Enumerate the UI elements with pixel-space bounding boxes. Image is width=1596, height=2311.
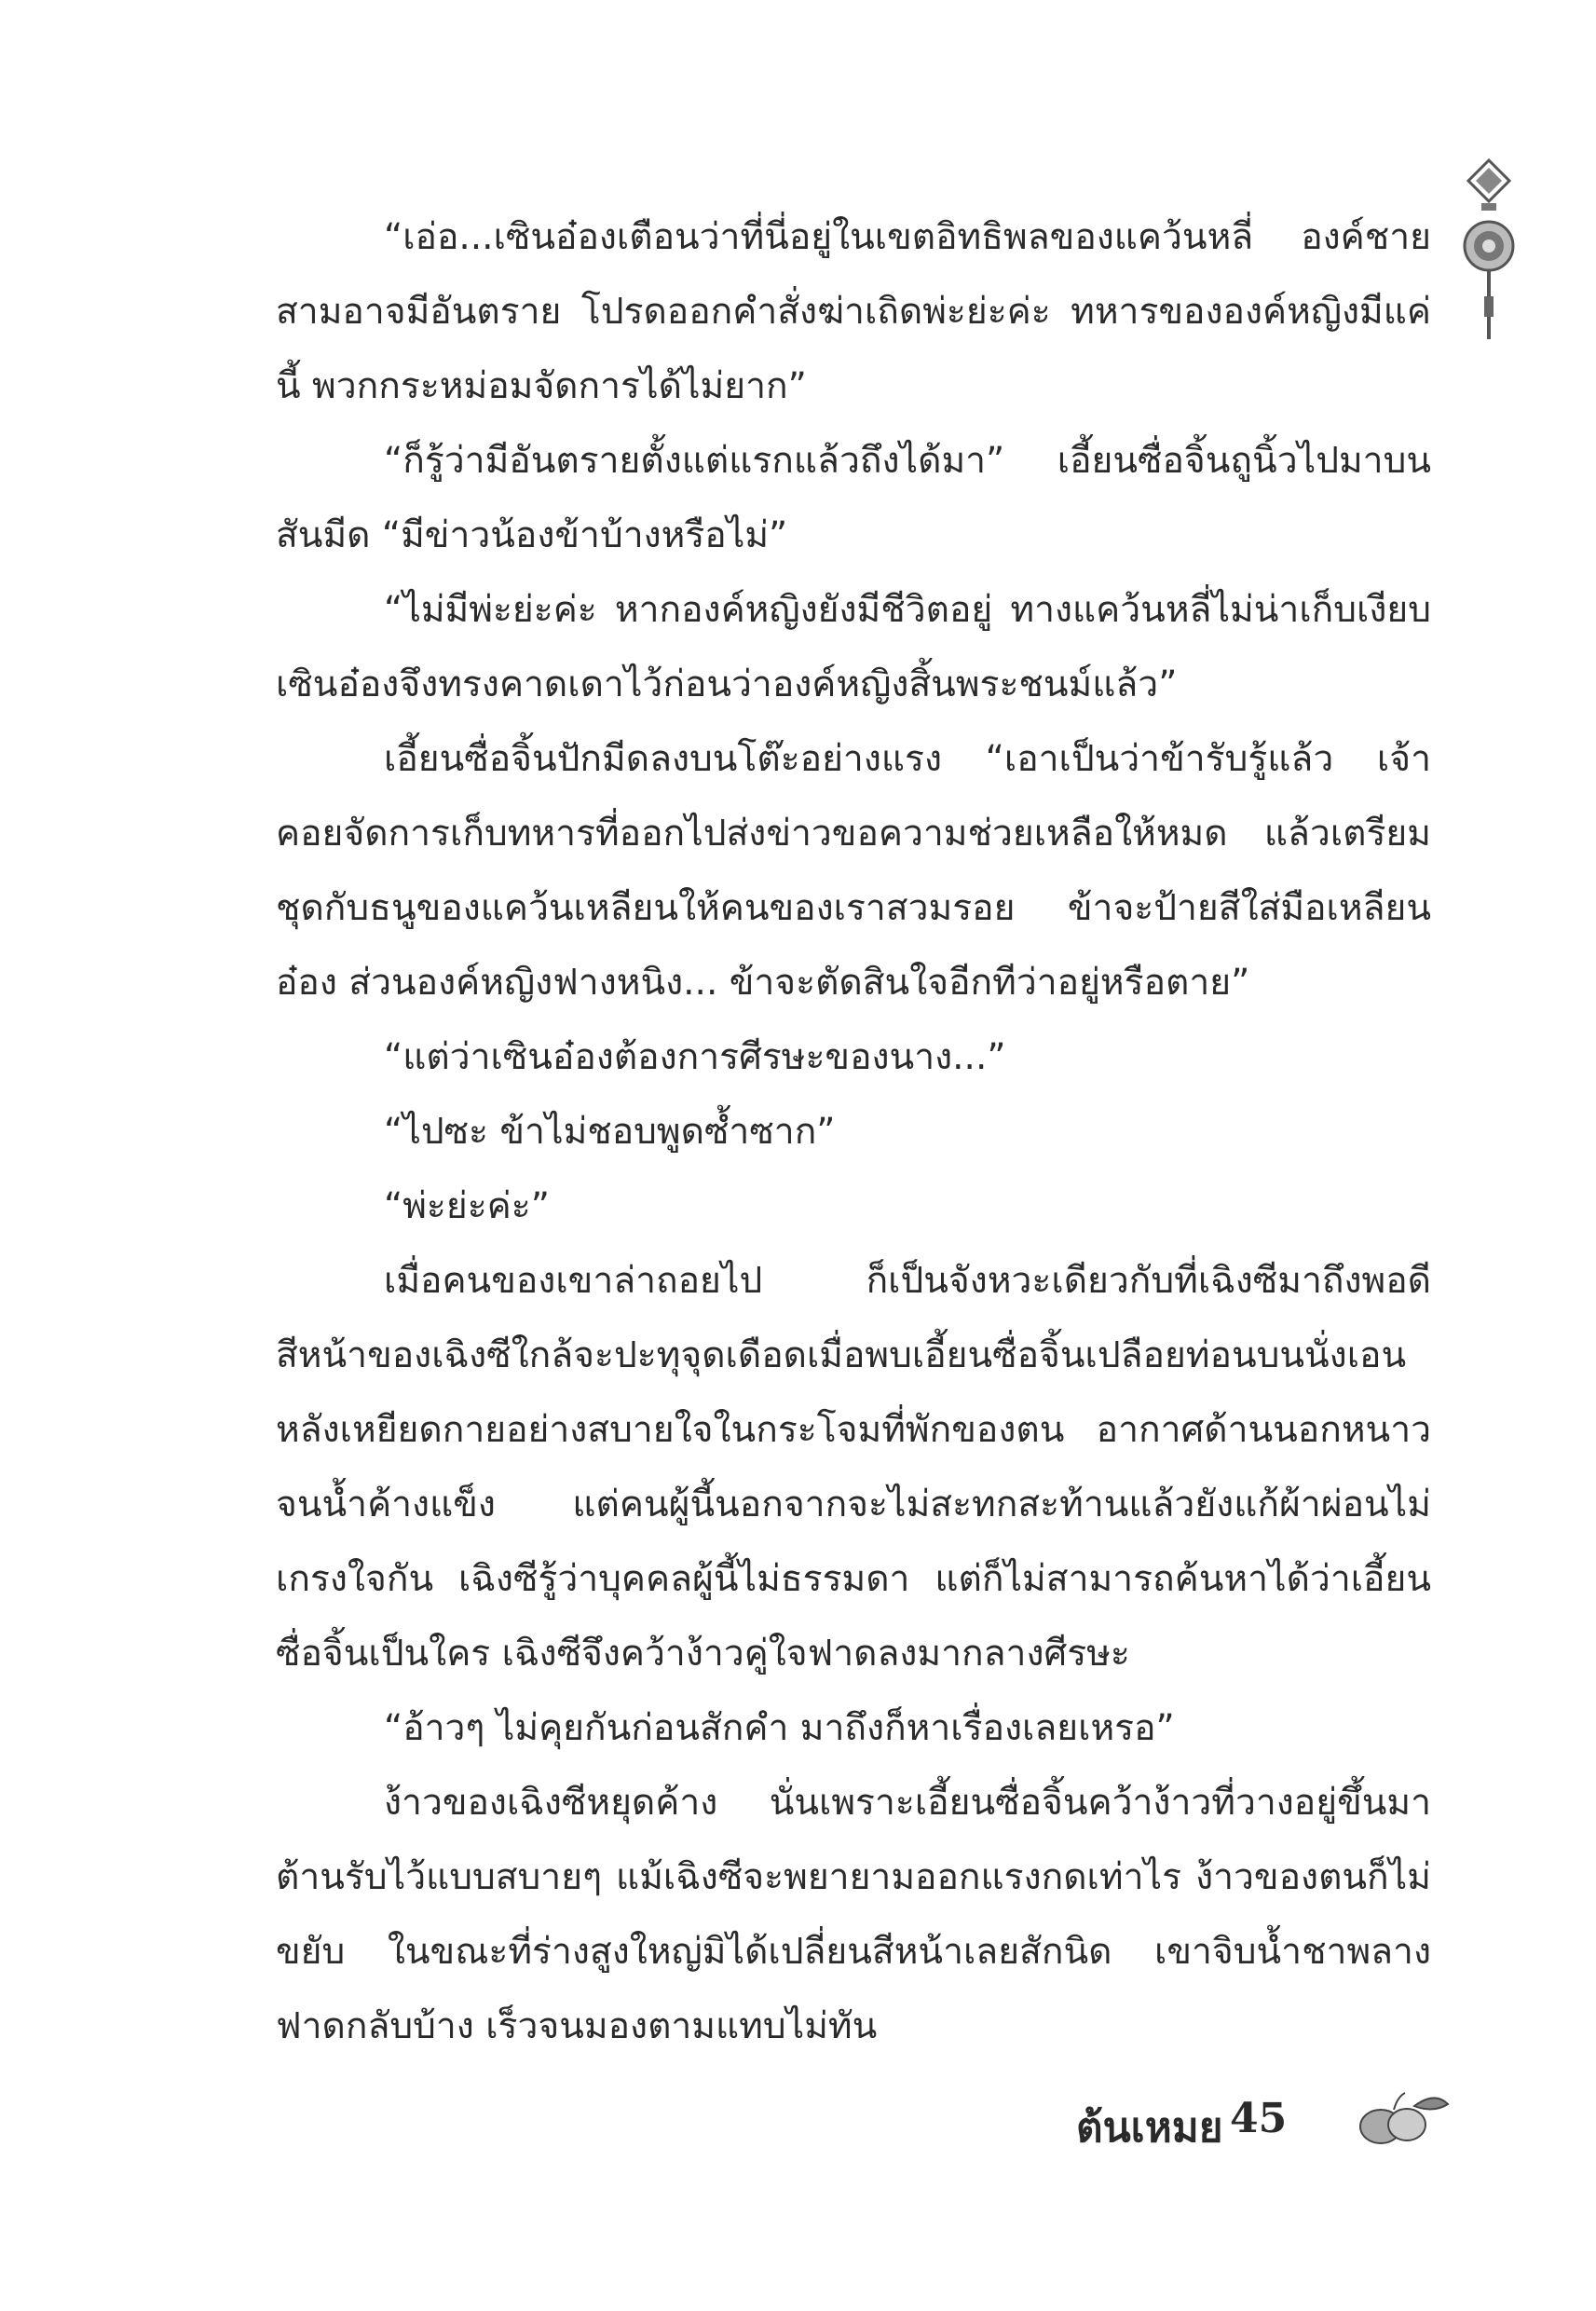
paragraph: “ไปซะ ข้าไม่ชอบพูดซ้ำซาก” [384,1111,836,1153]
paragraph: ง้าวของเฉิงซีหยุดค้าง นั่นเพราะเอี้ยนซื่อจิ้นคว้าง้าวที่วางอยู่ขึ้นมาต้านรับไว้แบบสบายๆ แม้เฉิงซีจะพยายามออกแรงกดเท่าไร ง้าวของตนก็ไม่ขยับ ในขณะที่ร่างสูงใหญ่มิได้เปลี่ยนสีหน้าเลยสักนิด เขาจิบน้ำชาพลางฟาดกลับบ้าง เร็วจนมองตามแทบไม่ทัน [276,1782,1431,2047]
body-text [276,200,1431,2064]
plum-fruit-icon [1349,2085,1452,2151]
running-footer-title: ต้นเหมย [1076,2104,1223,2152]
paragraph: “เอ่อ...เซินอ๋องเตือนว่าที่นี่อยู่ในเขตอิทธิพลของแคว้นหลี่ องค์ชายสามอาจมีอันตราย โปรดออกคำสั่งฆ่าเถิดพ่ะย่ะค่ะ ทหารขององค์หญิงมีแค่นี้ พวกกระหม่อมจัดการได้ไม่ยาก” [276,216,1431,407]
paragraph: “แต่ว่าเซินอ๋องต้องการศีรษะของนาง...” [384,1036,1006,1078]
paragraph: เอี้ยนซื่อจิ้นปักมีดลงบนโต๊ะอย่างแรง “เอาเป็นว่าข้ารับรู้แล้ว เจ้าคอยจัดการเก็บทหารที่ออกไปส่งข่าวขอความช่วยเหลือให้หมด แล้วเตรียมชุดกับธนูของแคว้นเหลียนให้คนของเราสวมรอย ข้าจะป้ายสีใส่มือเหลียนอ๋อง ส่วนองค์หญิงฟางหนิง... ข้าจะตัดสินใจอีกทีว่าอยู่หรือตาย” [276,738,1431,1004]
paragraph: เมื่อคนของเขาล่าถอยไป ก็เป็นจังหวะเดียวกับที่เฉิงซีมาถึงพอดี สีหน้าของเฉิงซีใกล้จะปะทุจุดเดือดเมื่อพบเอี้ยนซื่อจิ้นเปลือยท่อนบนนั่งเอนหลังเหยียดกายอย่างสบายใจในกระโจมที่พักของตน อากาศด้านนอกหนาวจนน้ำค้างแข็ง แต่คนผู้นี้นอกจากจะไม่สะทกสะท้านแล้วยังแก้ผ้าผ่อนไม่เกรงใจกัน เฉิงซีรู้ว่าบุคคลผู้นี้ไม่ธรรมดา แต่ก็ไม่สามารถค้นหาได้ว่าเอี้ยนซื่อจิ้นเป็นใคร เฉิงซีจึงคว้าง้าวคู่ใจฟาดลงมากลางศีรษะ [276,1260,1431,1675]
ornament-emblem-icon [1461,157,1517,343]
paragraph: “ไม่มีพ่ะย่ะค่ะ หากองค์หญิงยังมีชีวิตอยู่ ทางแคว้นหลี่ไม่น่าเก็บเงียบ เซินอ๋องจึงทรงคาดเดาไว้ก่อนว่าองค์หญิงสิ้นพระชนม์แล้ว” [276,589,1431,705]
paragraph: “อ้าวๆ ไม่คุยกันก่อนสักคำ มาถึงก็หาเรื่องเลยเหรอ” [384,1707,1175,1749]
page-number: 45 [1230,2095,1288,2142]
paragraph: “ก็รู้ว่ามีอันตรายตั้งแต่แรกแล้วถึงได้มา” เอี้ยนซื่อจิ้นถูนิ้วไปมาบนสันมีด “มีข่าวน้องข้าบ้างหรือไม่” [276,440,1431,556]
paragraph: “พ่ะย่ะค่ะ” [384,1185,550,1227]
